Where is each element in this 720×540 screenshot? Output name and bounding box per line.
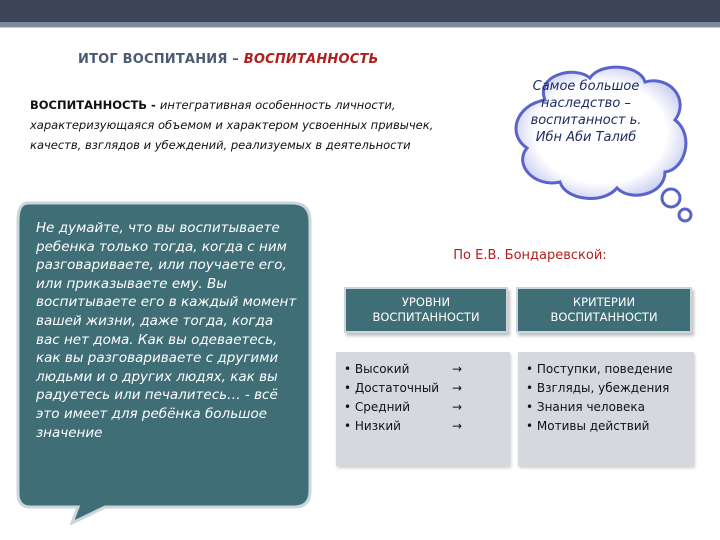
levels-header xyxy=(344,287,508,333)
arrow-icon: → xyxy=(452,400,463,414)
arrow-icon: → xyxy=(452,381,463,395)
list-item: • Высокий xyxy=(344,362,410,376)
definition-text: интегративная особенность личности, характеризующаяся объемом и характером усвоенных привычек, качеств, взглядов и убеждений, реализуемых в деятельности xyxy=(30,98,434,152)
criteria-header xyxy=(516,287,692,333)
list-item: • Мотивы действий xyxy=(526,419,650,433)
slide-title-main: ИТОГ ВОСПИТАНИЯ – xyxy=(78,52,244,67)
criteria-header-line2: ВОСПИТАННОСТИ xyxy=(550,310,658,324)
callout-text: Не думайте, что вы воспитываете ребенка только тогда, когда с ним разговариваете, или поучаете его, или приказываете ему. Вы воспитываете его в каждый момент вашей жизни, даже тогда, когда вас нет дома. Как вы одеваетесь, как вы разговариваете с другими людьми и о других людях, как вы радуетесь или печалитесь… - всё это имеет для ребёнка большое значение xyxy=(36,220,297,441)
cloud-quote: Самое большое наследство – воспитанност ь. xyxy=(530,79,642,128)
top-bar-line xyxy=(0,27,720,28)
levels-list xyxy=(336,352,510,466)
cloud-author: Ибн Аби Талиб xyxy=(535,130,637,145)
arrow-icon: → xyxy=(452,362,463,376)
list-item: • Знания человека xyxy=(526,400,646,414)
definition-term: ВОСПИТАННОСТЬ - xyxy=(30,98,160,112)
list-item: • Поступки, поведение xyxy=(526,362,673,376)
top-bar xyxy=(0,0,720,22)
criteria-header-line1: КРИТЕРИИ xyxy=(572,295,636,309)
definition-paragraph xyxy=(30,95,475,155)
list-item: • Достаточный xyxy=(344,381,440,395)
list-item: • Взгляды, убеждения xyxy=(526,381,670,395)
slide-title xyxy=(78,52,379,67)
criteria-list xyxy=(518,352,694,466)
levels-header-line2: ВОСПИТАННОСТИ xyxy=(372,310,480,324)
source-label: По Е.В. Бондаревской: xyxy=(453,248,607,263)
list-item: • Средний xyxy=(344,400,411,414)
slide-title-accent: ВОСПИТАННОСТЬ xyxy=(243,52,379,67)
arrow-icon: → xyxy=(452,419,463,433)
cloud-text xyxy=(522,78,650,146)
list-item: • Низкий xyxy=(344,419,401,433)
levels-header-line1: УРОВНИ xyxy=(401,295,451,309)
